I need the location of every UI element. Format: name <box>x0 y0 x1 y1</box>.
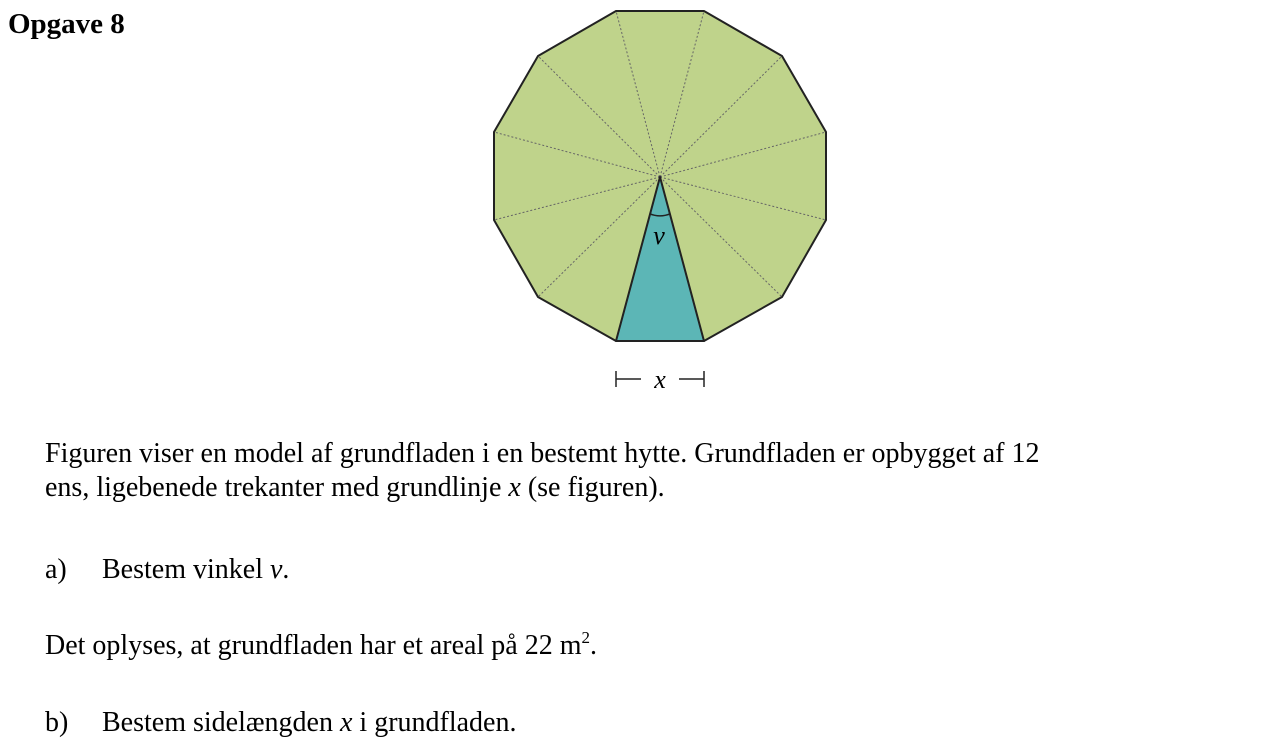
question-a-label: a) <box>45 554 67 585</box>
question-a-end: . <box>282 554 290 585</box>
question-b-text-before: Bestem sidelængden <box>102 707 340 738</box>
question-b-label: b) <box>45 707 69 738</box>
angle-label: v <box>653 221 665 250</box>
intro-line-1: Figuren viser en model af grundfladen i en bestemt hytte. Grundfladen er opbygget af 12 <box>45 438 1040 469</box>
area-info <box>45 629 1255 663</box>
question-b-var: x <box>339 707 353 738</box>
area-info-text: Det oplyses, at grundfladen har et areal på 22 m <box>45 630 582 661</box>
task-title: Opgave 8 <box>8 8 125 40</box>
question-a <box>45 553 1255 587</box>
intro-line-2-start: ens, ligebenede trekanter med grundlinje <box>45 472 509 503</box>
intro-line-2-end: (se figuren). <box>520 472 665 503</box>
question-b <box>45 706 1255 740</box>
side-label: x <box>654 365 666 394</box>
question-a-text: Bestem vinkel <box>102 554 270 585</box>
area-info-exponent: 2 <box>581 628 590 647</box>
question-b-text-after: i grundfladen. <box>352 707 517 738</box>
intro-var-x: x <box>508 472 521 503</box>
area-info-end: . <box>589 630 597 661</box>
question-a-var: v <box>269 554 283 585</box>
intro-paragraph <box>45 437 1255 505</box>
